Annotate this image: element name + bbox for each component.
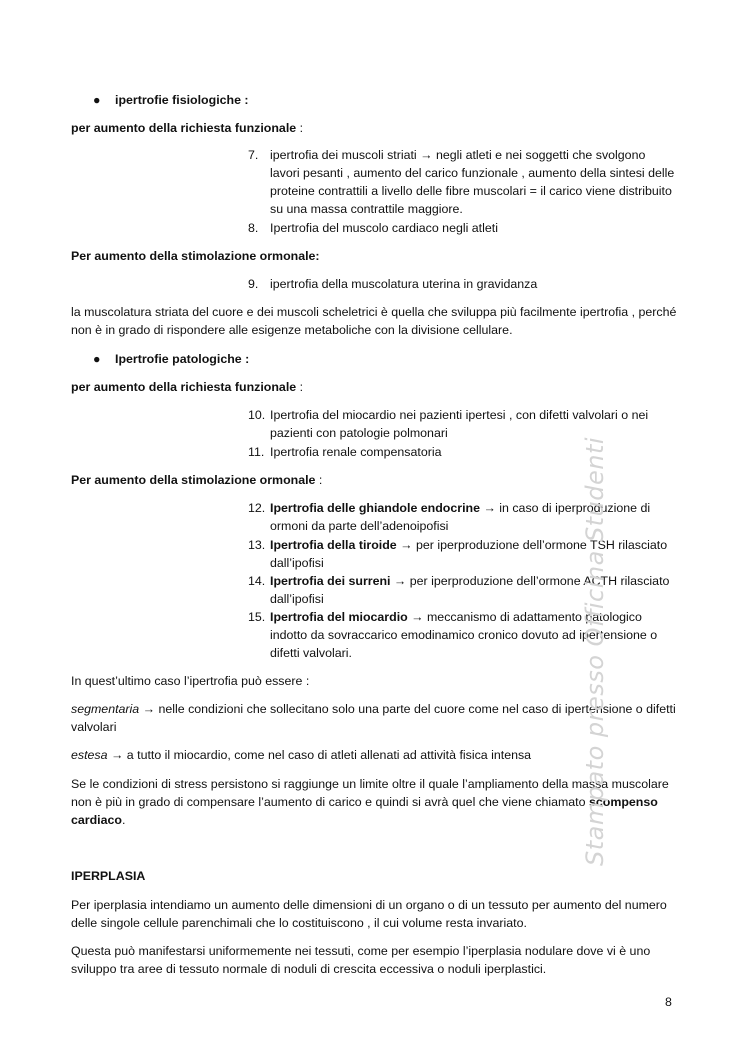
paragraph-segmentaria: segmentaria → nelle condizioni che sollecitano solo una parte del cuore come nel caso di ipertensione o difetti valvolari — [71, 702, 676, 734]
heading-stimolazione-ormonale-1: Per aumento della stimolazione ormonale: — [71, 249, 320, 263]
paragraph-scompenso: Se le condizioni di stress persistono si raggiunge un limite oltre il quale l’ampliamento della massa muscolare non è più in grado di compensare l’aumento di carico e quindi si avrà quel che viene chiamato scompenso cardiaco. — [71, 777, 669, 827]
heading-stimolazione-ormonale-2: Per aumento della stimolazione ormonale : — [71, 473, 323, 487]
bullet-dot: ● — [93, 352, 101, 366]
bullet-dot: ● — [93, 93, 101, 107]
list-item-8: 8. Ipertrofia del muscolo cardiaco negli atleti — [248, 221, 498, 235]
paragraph-iperplasia-nodulare: Questa può manifestarsi uniformemente nei tessuti, come per esempio l’iperplasia nodulare dove vi è uno sviluppo tra aree di tessuto normale di noduli di crescita eccessiva o noduli iperplastici. — [71, 944, 651, 976]
list-item-10: 10. Ipertrofia del miocardio nei pazienti ipertesi , con difetti valvolari o nei pazienti con patologie polmonari — [248, 408, 649, 440]
list-item-14: 14. Ipertrofia dei surreni → per iperproduzione dell’ormone ACTH rilasciato dall’ipofisi — [248, 574, 670, 606]
paragraph-ultimo-caso: In quest’ultimo caso l’ipertrofia può essere : — [71, 674, 310, 688]
bullet-text: ipertrofie fisiologiche : — [115, 93, 249, 107]
list-item-9: 9. ipertrofia della muscolatura uterina in gravidanza — [248, 277, 538, 291]
list-item-15: 15. Ipertrofia del miocardio → meccanismo di adattamento patologico indotto da sovraccarico emodinamico cronico dovuto ad ipertensione o difetti valvolari. — [248, 610, 658, 660]
bullet-text: Ipertrofie patologiche : — [115, 352, 250, 366]
list-item-7: 7. ipertrofia dei muscoli striati → negli atleti e nei soggetti che svolgono lavori pesanti , aumento del carico funzionale , aumento della sintesi delle proteine contrattili a livello delle fibre muscolari = il carico viene distribuito su una massa contrattile maggiore. — [248, 148, 675, 216]
page-number: 8 — [665, 995, 672, 1009]
paragraph-iperplasia-definizione: Per iperplasia intendiamo un aumento delle dimensioni di un organo o di un tessuto per aumento del numero delle singole cellule parenchimali che lo costituiscono , il cui volume resta invariato. — [71, 898, 667, 930]
watermark: Stampato presso Officina Studenti — [581, 436, 609, 866]
paragraph-muscolatura: la muscolatura striata del cuore e dei muscoli scheletrici è quella che sviluppa più facilmente ipertrofia , perché non è in grado di rispondere alle esigenze metaboliche con la divisione cellulare. — [71, 305, 677, 337]
paragraph-estesa: estesa → a tutto il miocardio, come nel caso di atleti allenati ad attività fisica intensa — [71, 748, 532, 762]
heading-iperplasia: IPERPLASIA — [71, 869, 146, 883]
list-item-12: 12. Ipertrofia delle ghiandole endocrine → in caso di iperproduzione di ormoni da parte dell’adenoipofisi — [248, 501, 651, 533]
list-item-13: 13. Ipertrofia della tiroide → per iperproduzione dell’ormone TSH rilasciato dall’ipofisi — [248, 538, 668, 570]
list-item-11: 11. Ipertrofia renale compensatoria — [248, 445, 442, 459]
heading-richiesta-funzionale-2: per aumento della richiesta funzionale : — [71, 380, 304, 394]
heading-richiesta-funzionale-1: per aumento della richiesta funzionale : — [71, 121, 304, 135]
